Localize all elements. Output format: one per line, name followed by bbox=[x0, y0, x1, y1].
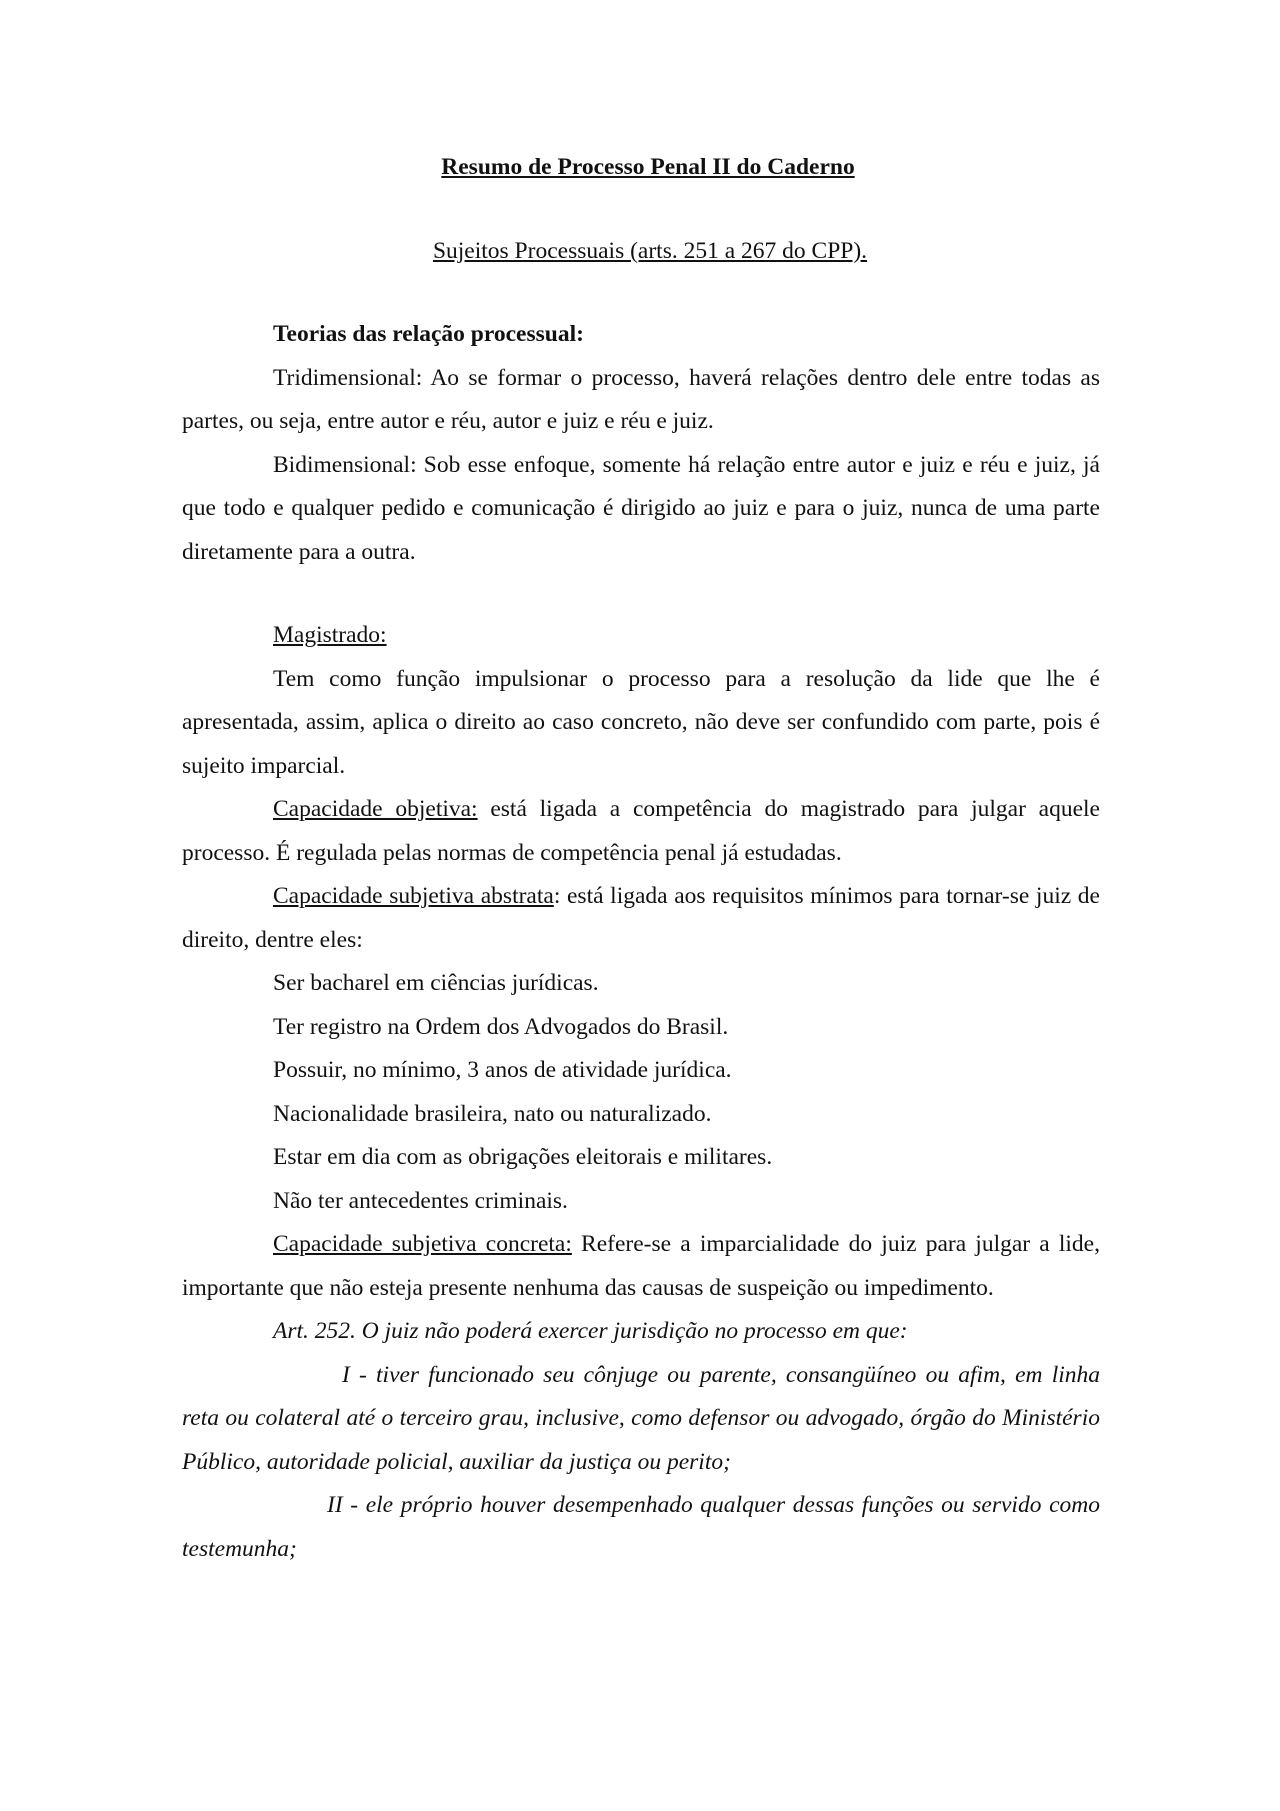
blank-line bbox=[182, 574, 1100, 614]
requirement-item: Nacionalidade brasileira, nato ou naturalizado. bbox=[273, 1100, 712, 1127]
article-252-item-i: I - tiver funcionado seu cônjuge ou parente, consangüíneo ou afim, em linha reta ou colateral até o terceiro grau, inclusive, como defensor ou advogado, órgão do Ministério Público, autoridade policial, auxiliar da justiça ou perito; bbox=[182, 1361, 1100, 1475]
requirement-item: Ser bacharel em ciências jurídicas. bbox=[273, 970, 599, 996]
objective-capacity-label: Capacidade objetiva: bbox=[273, 796, 478, 822]
bidimensional-paragraph: Bidimensional: Sob esse enfoque, somente há relação entre autor e juiz e réu e juiz, já que todo e qualquer pedido e comunicação é dirigido ao juiz e para o juiz, nunca de uma parte diretamente para a outra. bbox=[182, 451, 1100, 565]
abstract-capacity-text: : está ligada aos requisitos mínimos para tornar-se juiz de direito, dentre eles: bbox=[182, 883, 1100, 953]
document-subtitle: Sujeitos Processuais (arts. 251 a 267 do CPP). bbox=[432, 237, 868, 264]
document-body bbox=[182, 146, 1100, 1571]
concrete-capacity-paragraph bbox=[182, 1223, 1100, 1310]
requirement-item: Ter registro na Ordem dos Advogados do Brasil. bbox=[273, 1013, 729, 1040]
document-title: Resumo de Processo Penal II do Caderno bbox=[441, 154, 855, 180]
abstract-capacity-paragraph bbox=[182, 875, 1100, 962]
concrete-capacity-label: Capacidade subjetiva concreta: bbox=[273, 1231, 572, 1257]
abstract-capacity-label: Capacidade subjetiva abstrata bbox=[273, 883, 554, 909]
requirement-item: Estar em dia com as obrigações eleitorais e militares. bbox=[273, 1144, 773, 1170]
tridimensional-paragraph: Tridimensional: Ao se formar o processo, haverá relações dentro dele entre todas as partes, ou seja, entre autor e réu, autor e juiz e réu e juiz. bbox=[182, 364, 1100, 434]
article-252-item-ii: II - ele próprio houver desempenhado qualquer dessas funções ou servido como testemunha; bbox=[182, 1492, 1100, 1562]
requirement-item: Possuir, no mínimo, 3 anos de atividade jurídica. bbox=[273, 1057, 732, 1083]
requirement-item: Não ter antecedentes criminais. bbox=[273, 1187, 568, 1214]
article-252-heading: Art. 252. O juiz não poderá exercer jurisdição no processo em que: bbox=[273, 1318, 908, 1344]
objective-capacity-text: está ligada a competência do magistrado para julgar aquele processo. É regulada pelas normas de competência penal já estudadas. bbox=[182, 796, 1100, 866]
magistrate-intro-paragraph: Tem como função impulsionar o processo para a resolução da lide que lhe é apresentada, assim, aplica o direito ao caso concreto, não deve ser confundido com parte, pois é sujeito imparcial. bbox=[182, 665, 1100, 779]
concrete-capacity-text: Refere-se a imparcialidade do juiz para julgar a lide, importante que não esteja presente nenhuma das causas de suspeição ou impedimento. bbox=[182, 1231, 1100, 1301]
theories-heading: Teorias das relação processual: bbox=[273, 321, 584, 347]
magistrate-heading: Magistrado: bbox=[273, 622, 387, 648]
objective-capacity-paragraph bbox=[182, 788, 1100, 875]
